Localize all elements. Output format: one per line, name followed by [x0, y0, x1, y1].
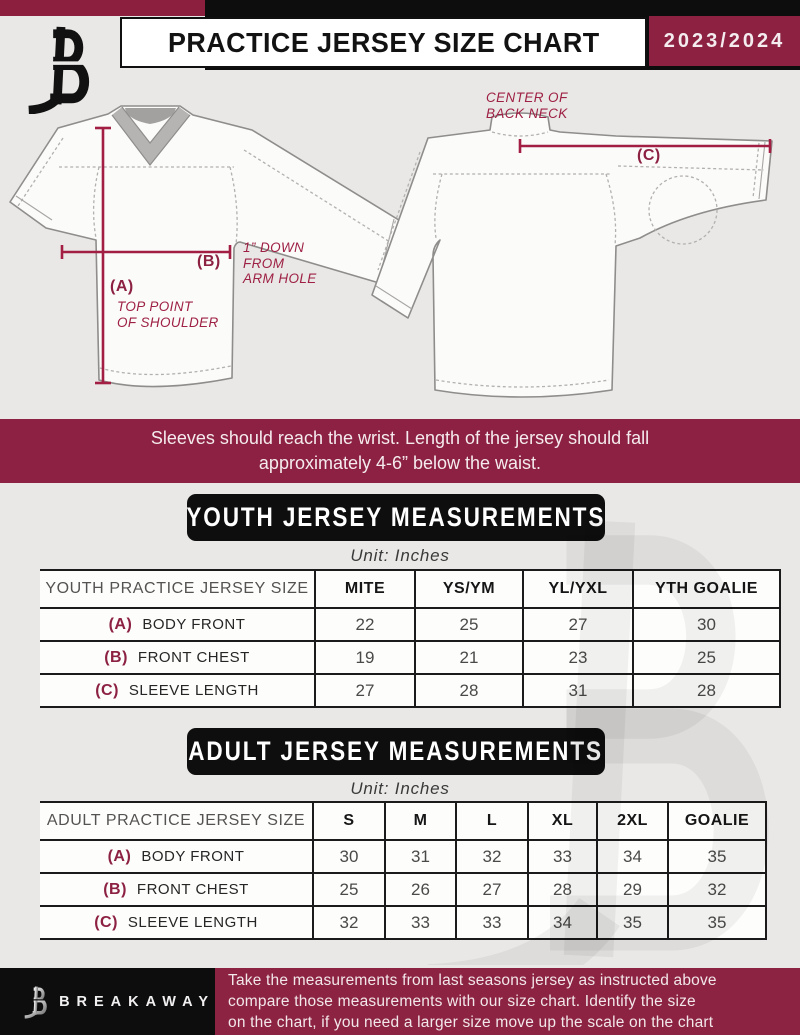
table-header-row: ADULT PRACTICE JERSEY SIZE S M L XL 2XL GOALIE: [40, 802, 766, 840]
brand-name: BREAKAWAY: [59, 993, 215, 1010]
table-header-row: YOUTH PRACTICE JERSEY SIZE MITE YS/YM YL/YXL YTH GOALIE: [40, 570, 780, 608]
header-maroon-strip: [0, 0, 205, 16]
season-badge: [649, 16, 800, 66]
fit-notice-banner: Sleeves should reach the wrist. Length of the jersey should fall approximately 4-6” below the waist.: [0, 419, 800, 483]
table-row: (B) FRONT CHEST 25 26 27 28 29 32: [40, 873, 766, 906]
label-a: (A): [110, 278, 134, 295]
table-row: (C) SLEEVE LENGTH 32 33 33 34 35 35: [40, 906, 766, 939]
label-c-note: CENTER OF BACK NECK: [486, 90, 568, 121]
label-a-note: TOP POINT OF SHOULDER: [117, 299, 219, 330]
table-row: (B) FRONT CHEST 19 21 23 25: [40, 641, 780, 674]
label-b-note: 1” DOWN FROM ARM HOLE: [243, 240, 317, 286]
jersey-diagram: [0, 70, 800, 430]
youth-section-banner: YOUTH JERSEY MEASUREMENTS: [187, 494, 605, 541]
adult-section-banner: ADULT JERSEY MEASUREMENTS: [187, 728, 605, 775]
page-title-box: [120, 17, 647, 68]
footer-brand-block: [0, 968, 215, 1035]
table-row: (A) BODY FRONT 22 25 27 30: [40, 608, 780, 641]
adult-size-table: [40, 801, 767, 940]
back-jersey-diagram: [372, 113, 772, 397]
table-row: (C) SLEEVE LENGTH 27 28 31 28: [40, 674, 780, 707]
adult-unit-label: Unit: Inches: [350, 779, 450, 798]
table-row: (A) BODY FRONT 30 31 32 33 34 35: [40, 840, 766, 873]
label-b: (B): [197, 253, 221, 270]
footer-instructions: Take the measurements from last seasons jersey as instructed above compare those measurements with our size chart. Identify the size on the chart, if you need a larger size move up the scale on the chart: [215, 968, 800, 1035]
front-jersey-diagram: [10, 106, 402, 387]
breakaway-b-footer-logo-icon: [24, 981, 49, 1023]
youth-size-table: [40, 569, 781, 708]
season-label: 2023/2024: [663, 29, 786, 52]
page-title: PRACTICE JERSEY SIZE CHART: [167, 26, 600, 58]
label-c: (C): [637, 147, 661, 164]
youth-unit-label: Unit: Inches: [350, 546, 450, 565]
